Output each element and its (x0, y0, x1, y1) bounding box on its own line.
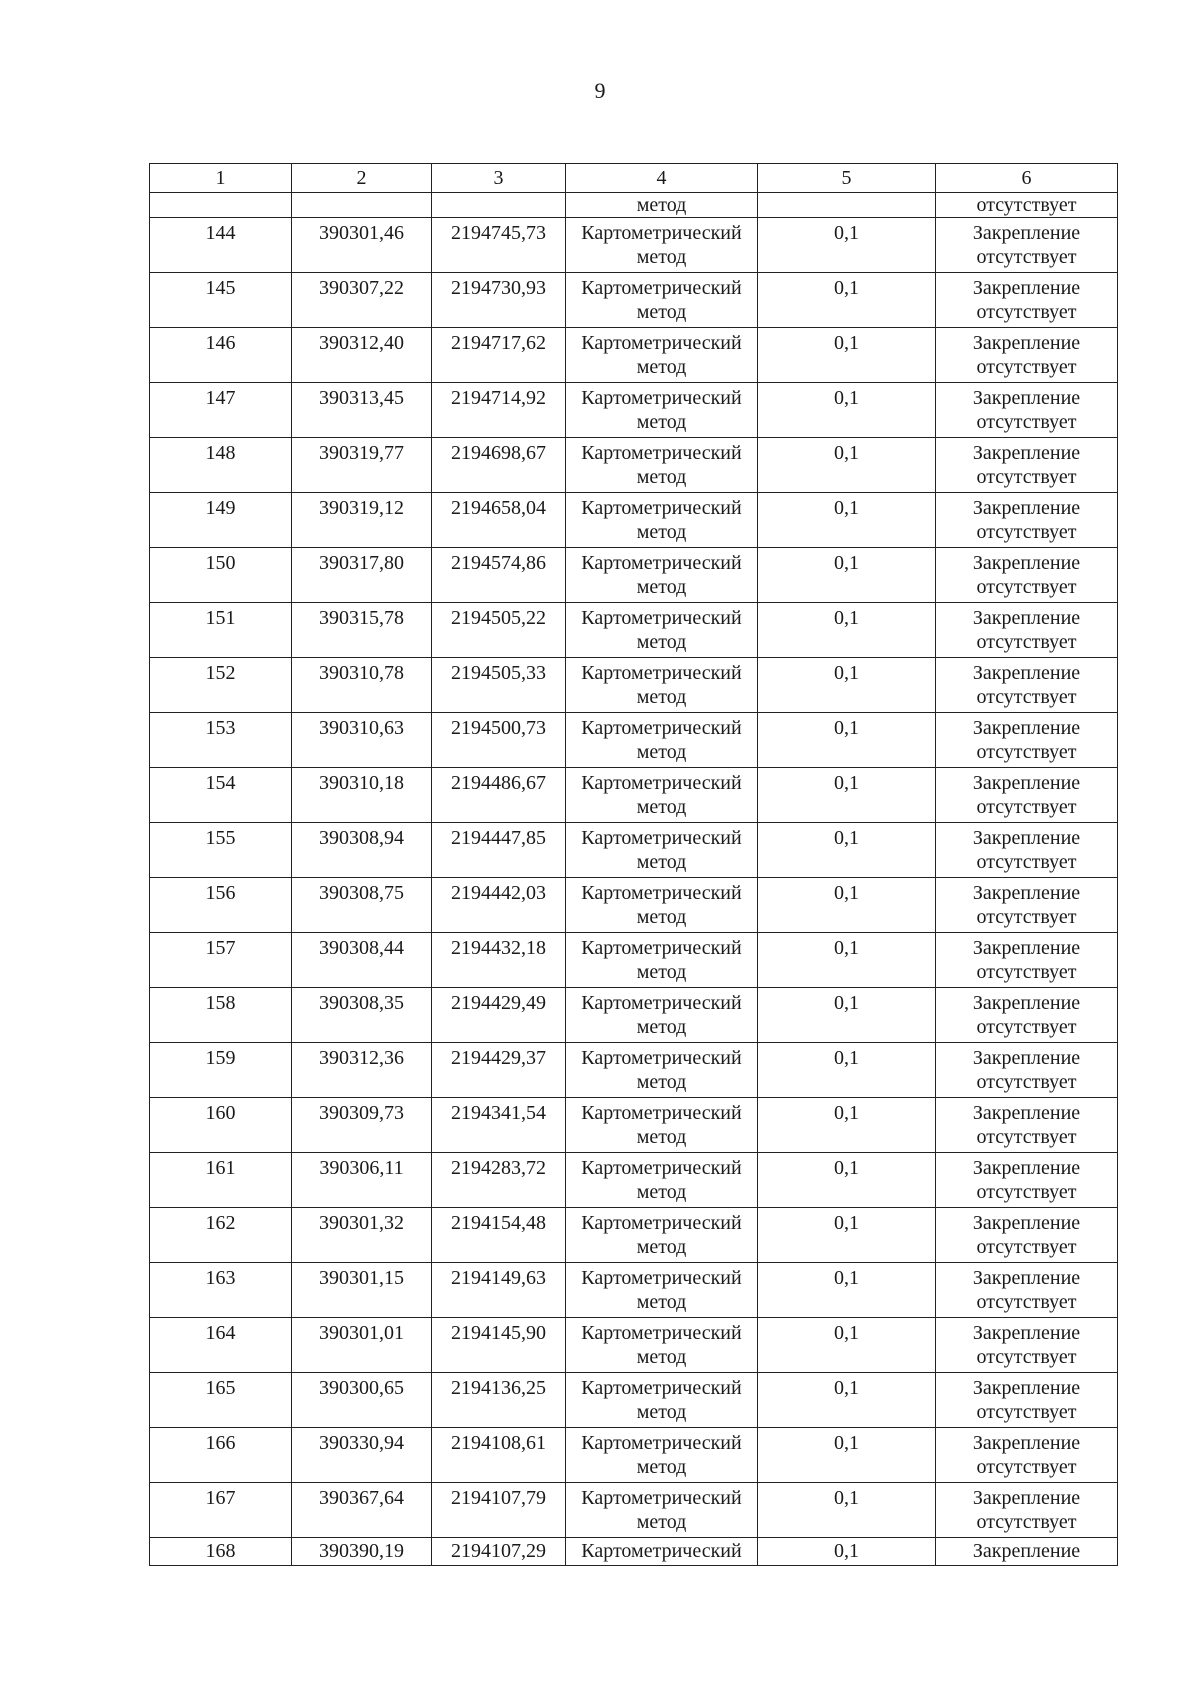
table-row (150, 1043, 1118, 1098)
point-number-cell: 151 (150, 603, 292, 658)
fixing-line-2: отсутствует (976, 1236, 1077, 1258)
x-coordinate-cell: 390315,78 (292, 603, 432, 658)
method-line-2: метод (636, 411, 687, 433)
method-line-1: Картометрический (581, 992, 742, 1014)
method-cell (566, 933, 758, 988)
x-coordinate-cell: 390330,94 (292, 1428, 432, 1483)
fixing-line-1: Закрепление (972, 662, 1081, 684)
accuracy-cell: 0,1 (758, 1318, 936, 1373)
method-line-1: Картометрический (581, 827, 742, 849)
accuracy-cell: 0,1 (758, 823, 936, 878)
continuation-row (150, 193, 1118, 218)
point-number-cell: 160 (150, 1098, 292, 1153)
fixing-cell (936, 438, 1118, 493)
accuracy-cell: 0,1 (758, 1098, 936, 1153)
accuracy-cell: 0,1 (758, 548, 936, 603)
method-line-2: метод (636, 1291, 687, 1313)
method-line-2: метод (636, 356, 687, 378)
method-line-2: метод (636, 301, 687, 323)
fixing-line-2: отсутствует (976, 1126, 1077, 1148)
y-coordinate-cell: 2194341,54 (432, 1098, 566, 1153)
table-row (150, 1428, 1118, 1483)
method-line-2: метод (636, 1126, 687, 1148)
fixing-cell (936, 1428, 1118, 1483)
point-number-cell: 150 (150, 548, 292, 603)
point-number-cell: 153 (150, 713, 292, 768)
point-number-cell: 148 (150, 438, 292, 493)
table-row (150, 823, 1118, 878)
table-row (150, 1208, 1118, 1263)
point-number-cell: 145 (150, 273, 292, 328)
fixing-line-1: Закрепление (972, 552, 1081, 574)
point-number-cell: 149 (150, 493, 292, 548)
point-number-cell: 156 (150, 878, 292, 933)
method-cell (566, 328, 758, 383)
coordinates-table (149, 163, 1118, 1566)
x-coordinate-cell: 390312,40 (292, 328, 432, 383)
fixing-line-1: Закрепление (972, 937, 1081, 959)
method-cell (566, 603, 758, 658)
point-number-cell: 147 (150, 383, 292, 438)
point-number-cell: 167 (150, 1483, 292, 1538)
method-cell: Картометрический (566, 1538, 758, 1566)
method-cell (566, 1208, 758, 1263)
x-coordinate-cell: 390313,45 (292, 383, 432, 438)
y-coordinate-cell: 2194717,62 (432, 328, 566, 383)
table-row (150, 273, 1118, 328)
method-line-2: метод (636, 1346, 687, 1368)
method-line-1: Картометрический (581, 1432, 742, 1454)
accuracy-cell: 0,1 (758, 878, 936, 933)
method-line-2: метод (636, 1071, 687, 1093)
accuracy-cell: 0,1 (758, 273, 936, 328)
column-header: 2 (292, 164, 432, 193)
method-line-1: Картометрический (581, 1047, 742, 1069)
method-line-1: Картометрический (581, 1102, 742, 1124)
fixing-cell (936, 1263, 1118, 1318)
accuracy-cell: 0,1 (758, 768, 936, 823)
table-row (150, 1373, 1118, 1428)
method-line-2: метод (636, 576, 687, 598)
method-line-2: метод (636, 1456, 687, 1478)
method-cell (566, 1153, 758, 1208)
fixing-line-1: Закрепление (972, 1432, 1081, 1454)
y-coordinate-cell: 2194486,67 (432, 768, 566, 823)
y-coordinate-cell (432, 193, 566, 218)
method-line-1: Картометрический (581, 1212, 742, 1234)
fixing-cell (936, 1318, 1118, 1373)
fixing-line-2: отсутствует (976, 356, 1077, 378)
accuracy-cell: 0,1 (758, 603, 936, 658)
accuracy-cell: 0,1 (758, 933, 936, 988)
page-number: 9 (594, 78, 606, 103)
table-row (150, 1318, 1118, 1373)
fixing-cell (936, 823, 1118, 878)
y-coordinate-cell: 2194714,92 (432, 383, 566, 438)
method-cell (566, 1428, 758, 1483)
fixing-line-1: Закрепление (972, 1322, 1081, 1344)
x-coordinate-cell: 390301,01 (292, 1318, 432, 1373)
fixing-line-1: Закрепление (972, 1157, 1081, 1179)
method-line-1: Картометрический (581, 882, 742, 904)
method-line-1: Картометрический (581, 497, 742, 519)
fixing-cell (936, 548, 1118, 603)
method-line-1: Картометрический (581, 222, 742, 244)
point-number-cell: 159 (150, 1043, 292, 1098)
fixing-line-1: Закрепление (972, 387, 1081, 409)
fixing-line-1: Закрепление (972, 222, 1081, 244)
x-coordinate-cell: 390308,44 (292, 933, 432, 988)
x-coordinate-cell: 390301,46 (292, 218, 432, 273)
point-number-cell: 155 (150, 823, 292, 878)
method-line-1: Картометрический (581, 1487, 742, 1509)
accuracy-cell: 0,1 (758, 1043, 936, 1098)
table-row (150, 988, 1118, 1043)
method-cell (566, 1043, 758, 1098)
table-row (150, 438, 1118, 493)
point-number-cell: 166 (150, 1428, 292, 1483)
fixing-cell (936, 713, 1118, 768)
y-coordinate-cell: 2194658,04 (432, 493, 566, 548)
fixing-cell (936, 493, 1118, 548)
x-coordinate-cell: 390317,80 (292, 548, 432, 603)
fixing-line-2: отсутствует (976, 906, 1077, 928)
fixing-line-1: Закрепление (972, 1487, 1081, 1509)
fixing-line-2: отсутствует (976, 1016, 1077, 1038)
fixing-line-1: Закрепление (972, 332, 1081, 354)
table-row (150, 713, 1118, 768)
fixing-line-2: отсутствует (976, 631, 1077, 653)
point-number-cell: 158 (150, 988, 292, 1043)
method-cell (566, 218, 758, 273)
fixing-line-1: Закрепление (972, 1102, 1081, 1124)
column-header: 6 (936, 164, 1118, 193)
method-line-1: Картометрический (581, 607, 742, 629)
fixing-cell (936, 273, 1118, 328)
method-line-1: Картометрический (581, 442, 742, 464)
table-row (150, 933, 1118, 988)
fixing-cell: отсутствует (936, 193, 1118, 218)
y-coordinate-cell: 2194745,73 (432, 218, 566, 273)
column-header: 5 (758, 164, 936, 193)
method-line-1: Картометрический (581, 332, 742, 354)
y-coordinate-cell: 2194136,25 (432, 1373, 566, 1428)
method-line-1: Картометрический (581, 387, 742, 409)
y-coordinate-cell: 2194107,79 (432, 1483, 566, 1538)
point-number-cell: 162 (150, 1208, 292, 1263)
fixing-line-2: отсутствует (976, 961, 1077, 983)
y-coordinate-cell: 2194145,90 (432, 1318, 566, 1373)
point-number-cell: 157 (150, 933, 292, 988)
table-row-last (150, 1538, 1118, 1566)
fixing-cell (936, 988, 1118, 1043)
method-line-2: метод (636, 521, 687, 543)
method-line-2: метод (636, 961, 687, 983)
point-number-cell: 161 (150, 1153, 292, 1208)
fixing-line-2: отсутствует (976, 1511, 1077, 1533)
fixing-cell (936, 1373, 1118, 1428)
fixing-line-1: Закрепление (972, 1377, 1081, 1399)
table-row (150, 603, 1118, 658)
fixing-line-1: Закрепление (972, 277, 1081, 299)
method-line-1: Картометрический (581, 277, 742, 299)
fixing-line-2: отсутствует (976, 741, 1077, 763)
fixing-line-2: отсутствует (976, 1346, 1077, 1368)
fixing-line-1: Закрепление (972, 717, 1081, 739)
point-number-cell (150, 193, 292, 218)
method-line-1: Картометрический (581, 717, 742, 739)
x-coordinate-cell: 390310,78 (292, 658, 432, 713)
y-coordinate-cell: 2194505,22 (432, 603, 566, 658)
table-row (150, 1153, 1118, 1208)
fixing-cell (936, 768, 1118, 823)
method-line-2: метод (636, 686, 687, 708)
method-cell (566, 548, 758, 603)
point-number-cell: 168 (150, 1538, 292, 1566)
method-cell (566, 658, 758, 713)
point-number-cell: 146 (150, 328, 292, 383)
table-row (150, 1483, 1118, 1538)
fixing-line-1: Закрепление (972, 497, 1081, 519)
method-cell (566, 1098, 758, 1153)
accuracy-cell: 0,1 (758, 713, 936, 768)
method-line-1: Картометрический (581, 552, 742, 574)
table-row (150, 328, 1118, 383)
method-cell (566, 1318, 758, 1373)
method-line-2: метод (636, 246, 687, 268)
accuracy-cell: 0,1 (758, 218, 936, 273)
column-header: 3 (432, 164, 566, 193)
method-cell (566, 493, 758, 548)
fixing-line-2: отсутствует (976, 301, 1077, 323)
method-cell (566, 1483, 758, 1538)
fixing-line-2: отсутствует (976, 851, 1077, 873)
y-coordinate-cell: 2194432,18 (432, 933, 566, 988)
fixing-cell (936, 1208, 1118, 1263)
accuracy-cell: 0,1 (758, 1428, 936, 1483)
fixing-cell: Закрепление (936, 1538, 1118, 1566)
accuracy-cell: 0,1 (758, 988, 936, 1043)
fixing-cell (936, 1043, 1118, 1098)
table-row (150, 878, 1118, 933)
table-row (150, 493, 1118, 548)
method-line-1: Картометрический (581, 1157, 742, 1179)
x-coordinate-cell: 390390,19 (292, 1538, 432, 1566)
accuracy-cell (758, 193, 936, 218)
fixing-line-1: Закрепление (972, 772, 1081, 794)
table-row (150, 768, 1118, 823)
x-coordinate-cell: 390301,32 (292, 1208, 432, 1263)
fixing-line-2: отсутствует (976, 576, 1077, 598)
fixing-cell (936, 603, 1118, 658)
fixing-cell (936, 383, 1118, 438)
fixing-cell (936, 658, 1118, 713)
table-row (150, 1098, 1118, 1153)
x-coordinate-cell: 390312,36 (292, 1043, 432, 1098)
fixing-cell (936, 1098, 1118, 1153)
fixing-line-1: Закрепление (972, 992, 1081, 1014)
method-cell (566, 438, 758, 493)
fixing-cell (936, 218, 1118, 273)
y-coordinate-cell: 2194505,33 (432, 658, 566, 713)
fixing-line-1: Закрепление (972, 1267, 1081, 1289)
accuracy-cell: 0,1 (758, 1373, 936, 1428)
fixing-cell (936, 328, 1118, 383)
y-coordinate-cell: 2194149,63 (432, 1263, 566, 1318)
fixing-line-1: Закрепление (972, 442, 1081, 464)
method-line-1: Картометрический (581, 1267, 742, 1289)
method-line-2: метод (636, 631, 687, 653)
x-coordinate-cell: 390319,77 (292, 438, 432, 493)
y-coordinate-cell: 2194107,29 (432, 1538, 566, 1566)
fixing-cell (936, 1153, 1118, 1208)
x-coordinate-cell (292, 193, 432, 218)
x-coordinate-cell: 390306,11 (292, 1153, 432, 1208)
column-header: 1 (150, 164, 292, 193)
y-coordinate-cell: 2194574,86 (432, 548, 566, 603)
accuracy-cell: 0,1 (758, 493, 936, 548)
x-coordinate-cell: 390300,65 (292, 1373, 432, 1428)
point-number-cell: 152 (150, 658, 292, 713)
fixing-line-2: отсутствует (976, 1291, 1077, 1313)
fixing-cell (936, 933, 1118, 988)
fixing-cell (936, 878, 1118, 933)
method-line-2: метод (636, 1511, 687, 1533)
method-line-2: метод (636, 906, 687, 928)
y-coordinate-cell: 2194108,61 (432, 1428, 566, 1483)
accuracy-cell: 0,1 (758, 383, 936, 438)
x-coordinate-cell: 390308,75 (292, 878, 432, 933)
table-row (150, 383, 1118, 438)
method-cell (566, 383, 758, 438)
y-coordinate-cell: 2194429,37 (432, 1043, 566, 1098)
y-coordinate-cell: 2194730,93 (432, 273, 566, 328)
fixing-line-2: отсутствует (976, 411, 1077, 433)
point-number-cell: 164 (150, 1318, 292, 1373)
x-coordinate-cell: 390310,63 (292, 713, 432, 768)
fixing-line-2: отсутствует (976, 521, 1077, 543)
accuracy-cell: 0,1 (758, 1153, 936, 1208)
table-row (150, 658, 1118, 713)
method-cell (566, 1373, 758, 1428)
y-coordinate-cell: 2194154,48 (432, 1208, 566, 1263)
y-coordinate-cell: 2194698,67 (432, 438, 566, 493)
method-cell (566, 988, 758, 1043)
accuracy-cell: 0,1 (758, 1263, 936, 1318)
fixing-line-2: отсутствует (976, 1181, 1077, 1203)
x-coordinate-cell: 390309,73 (292, 1098, 432, 1153)
point-number-cell: 144 (150, 218, 292, 273)
fixing-line-1: Закрепление (972, 827, 1081, 849)
x-coordinate-cell: 390319,12 (292, 493, 432, 548)
y-coordinate-cell: 2194447,85 (432, 823, 566, 878)
method-line-2: метод (636, 1401, 687, 1423)
accuracy-cell: 0,1 (758, 328, 936, 383)
x-coordinate-cell: 390301,15 (292, 1263, 432, 1318)
point-number-cell: 163 (150, 1263, 292, 1318)
accuracy-cell: 0,1 (758, 1483, 936, 1538)
column-header: 4 (566, 164, 758, 193)
method-line-1: Картометрический (581, 1377, 742, 1399)
method-cell (566, 878, 758, 933)
y-coordinate-cell: 2194429,49 (432, 988, 566, 1043)
x-coordinate-cell: 390307,22 (292, 273, 432, 328)
method-cell (566, 273, 758, 328)
table-row (150, 548, 1118, 603)
fixing-line-2: отсутствует (976, 466, 1077, 488)
method-line-2: метод (636, 1236, 687, 1258)
x-coordinate-cell: 390308,35 (292, 988, 432, 1043)
y-coordinate-cell: 2194442,03 (432, 878, 566, 933)
method-line-1: Картометрический (581, 772, 742, 794)
table-row (150, 218, 1118, 273)
fixing-cell (936, 1483, 1118, 1538)
accuracy-cell: 0,1 (758, 658, 936, 713)
fixing-line-1: Закрепление (972, 1212, 1081, 1234)
method-line-2: метод (636, 1181, 687, 1203)
x-coordinate-cell: 390308,94 (292, 823, 432, 878)
method-cell (566, 768, 758, 823)
method-cell (566, 713, 758, 768)
method-line-1: Картометрический (581, 1322, 742, 1344)
accuracy-cell: 0,1 (758, 1538, 936, 1566)
method-line-2: метод (636, 466, 687, 488)
fixing-line-2: отсутствует (976, 796, 1077, 818)
fixing-line-2: отсутствует (976, 1456, 1077, 1478)
fixing-line-1: Закрепление (972, 882, 1081, 904)
accuracy-cell: 0,1 (758, 438, 936, 493)
method-line-2: метод (636, 851, 687, 873)
fixing-line-2: отсутствует (976, 1401, 1077, 1423)
fixing-line-2: отсутствует (976, 1071, 1077, 1093)
table-row (150, 1263, 1118, 1318)
fixing-line-1: Закрепление (972, 1047, 1081, 1069)
x-coordinate-cell: 390310,18 (292, 768, 432, 823)
y-coordinate-cell: 2194283,72 (432, 1153, 566, 1208)
method-line-2: метод (636, 796, 687, 818)
method-cell (566, 823, 758, 878)
method-line-2: метод (636, 1016, 687, 1038)
point-number-cell: 165 (150, 1373, 292, 1428)
fixing-line-1: Закрепление (972, 607, 1081, 629)
method-cell (566, 1263, 758, 1318)
y-coordinate-cell: 2194500,73 (432, 713, 566, 768)
method-line-1: Картометрический (581, 937, 742, 959)
fixing-line-2: отсутствует (976, 246, 1077, 268)
point-number-cell: 154 (150, 768, 292, 823)
fixing-line-2: отсутствует (976, 686, 1077, 708)
accuracy-cell: 0,1 (758, 1208, 936, 1263)
method-cell: метод (566, 193, 758, 218)
method-line-2: метод (636, 741, 687, 763)
x-coordinate-cell: 390367,64 (292, 1483, 432, 1538)
table-header-row (150, 164, 1118, 193)
method-line-1: Картометрический (581, 662, 742, 684)
